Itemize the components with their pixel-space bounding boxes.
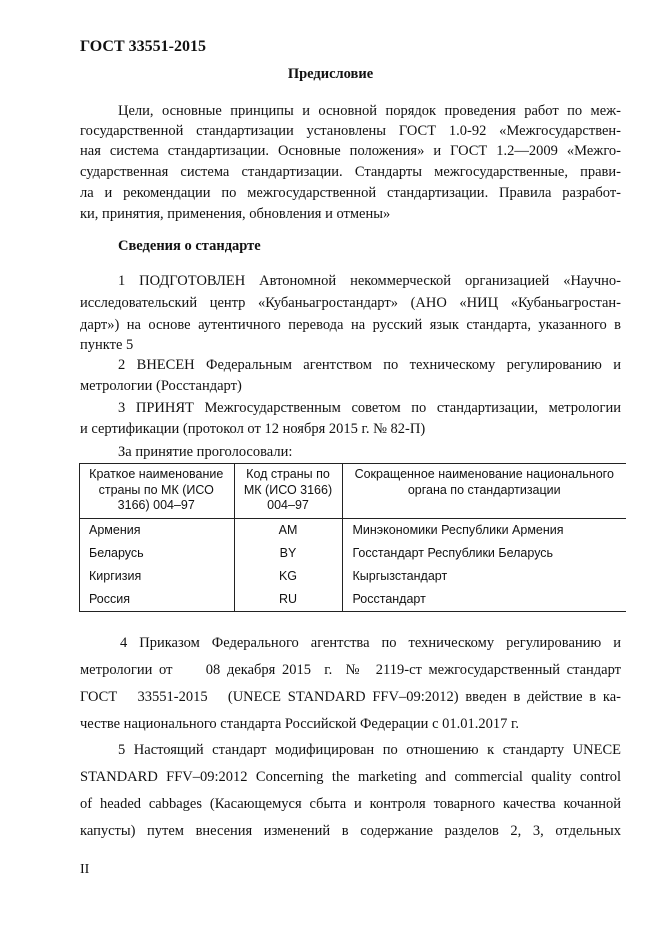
code-cell: AM [234, 518, 342, 542]
text-line: пункте 5 [80, 337, 134, 353]
text-line: ГОСТ 33551-2015 (UNECE STANDARD FFV–09:2012) введен в действие в ка- [80, 689, 621, 705]
text-line: 5 Настоящий стандарт модифицирован по отношению к стандарту UNECE [118, 742, 621, 758]
code-cell: BY [234, 542, 342, 565]
country-cell: Армения [89, 522, 141, 537]
text-line: Цели, основные принципы и основной порядок проведения работ по меж- [118, 103, 621, 119]
table-row [79, 518, 626, 542]
body-cell: Росстандарт [342, 588, 626, 612]
column-header-body: Сокращенное наименование национального органа по стандартизации [342, 464, 626, 519]
text-line: ная система стандартизации. Основные положения» и ГОСТ 1.2—2009 «Межго- [80, 143, 621, 159]
column-header-country: Краткое наименование страны по МК (ИСО 3166) 004–97 [79, 464, 234, 519]
body-cell: Кыргызстандарт [342, 565, 626, 588]
text-line: 4 Приказом Федерального агентства по техническому регулированию и [120, 635, 621, 651]
code-cell: RU [234, 588, 342, 612]
text-line: ла и рекомендации по межгосударственной стандартизации. Правила разработ- [80, 185, 621, 201]
table-left-border [79, 463, 80, 612]
body-cell: Минэкономики Республики Армения [342, 518, 626, 542]
country-cell: Киргизия [89, 568, 142, 583]
text-line: исследовательский центр «Кубаньагростандарт» (АНО «НИЦ «Кубаньагростан- [80, 295, 621, 311]
body-cell: Госстандарт Республики Беларусь [342, 542, 626, 565]
section-subtitle: Сведения о стандарте [118, 238, 261, 254]
text-line: дарт») на основе аутентичного перевода на русский язык стандарта, указанного в [80, 317, 621, 333]
text-line: of headed cabbages (Касающемуся сбыта и контроля товарного качества кочанной [80, 796, 621, 812]
text-line: 1 ПОДГОТОВЛЕН Автономной некоммерческой организацией «Научно- [118, 273, 621, 289]
column-header-code: Код страны по МК (ИСО 3166) 004–97 [234, 464, 342, 519]
table-row [79, 565, 626, 588]
text-line: 3 ПРИНЯТ Межгосударственным советом по стандартизации, метрологии [118, 400, 621, 416]
table-row [79, 588, 626, 612]
page-title: Предисловие [287, 66, 374, 82]
text-line: капусты) путем внесения изменений в содержание разделов 2, 3, отдельных [80, 823, 621, 839]
document-header: ГОСТ 33551-2015 [80, 38, 206, 55]
text-line: метрологии (Росстандарт) [80, 378, 242, 394]
code-cell: KG [234, 565, 342, 588]
table-row [79, 542, 626, 565]
text-line: и сертификации (протокол от 12 ноября 2015 г. № 82-П) [80, 421, 426, 437]
text-line: ки, принятия, применения, обновления и отмены» [80, 206, 391, 222]
voting-table [79, 463, 626, 612]
text-line: честве национального стандарта Российской Федерации с 01.01.2017 г. [80, 716, 519, 732]
text-line: 2 ВНЕСЕН Федеральным агентством по техническому регулированию и [118, 357, 621, 373]
text-line: метрологии от 08 декабря 2015 г. № 2119-ст межгосударственный стандарт [80, 662, 621, 678]
country-cell: Беларусь [89, 545, 144, 560]
text-line: сударственная система стандартизации. Стандарты межгосударственные, прави- [80, 164, 621, 180]
vote-label: За принятие проголосовали: [118, 444, 293, 460]
table-header-row [79, 464, 626, 519]
page-number: II [80, 862, 90, 877]
text-line: STANDARD FFV–09:2012 Concerning the marketing and commercial quality control [80, 769, 621, 785]
country-cell: Россия [79, 588, 234, 612]
text-line: государственной стандартизации установлены ГОСТ 1.0-92 «Межгосударствен- [80, 123, 621, 139]
